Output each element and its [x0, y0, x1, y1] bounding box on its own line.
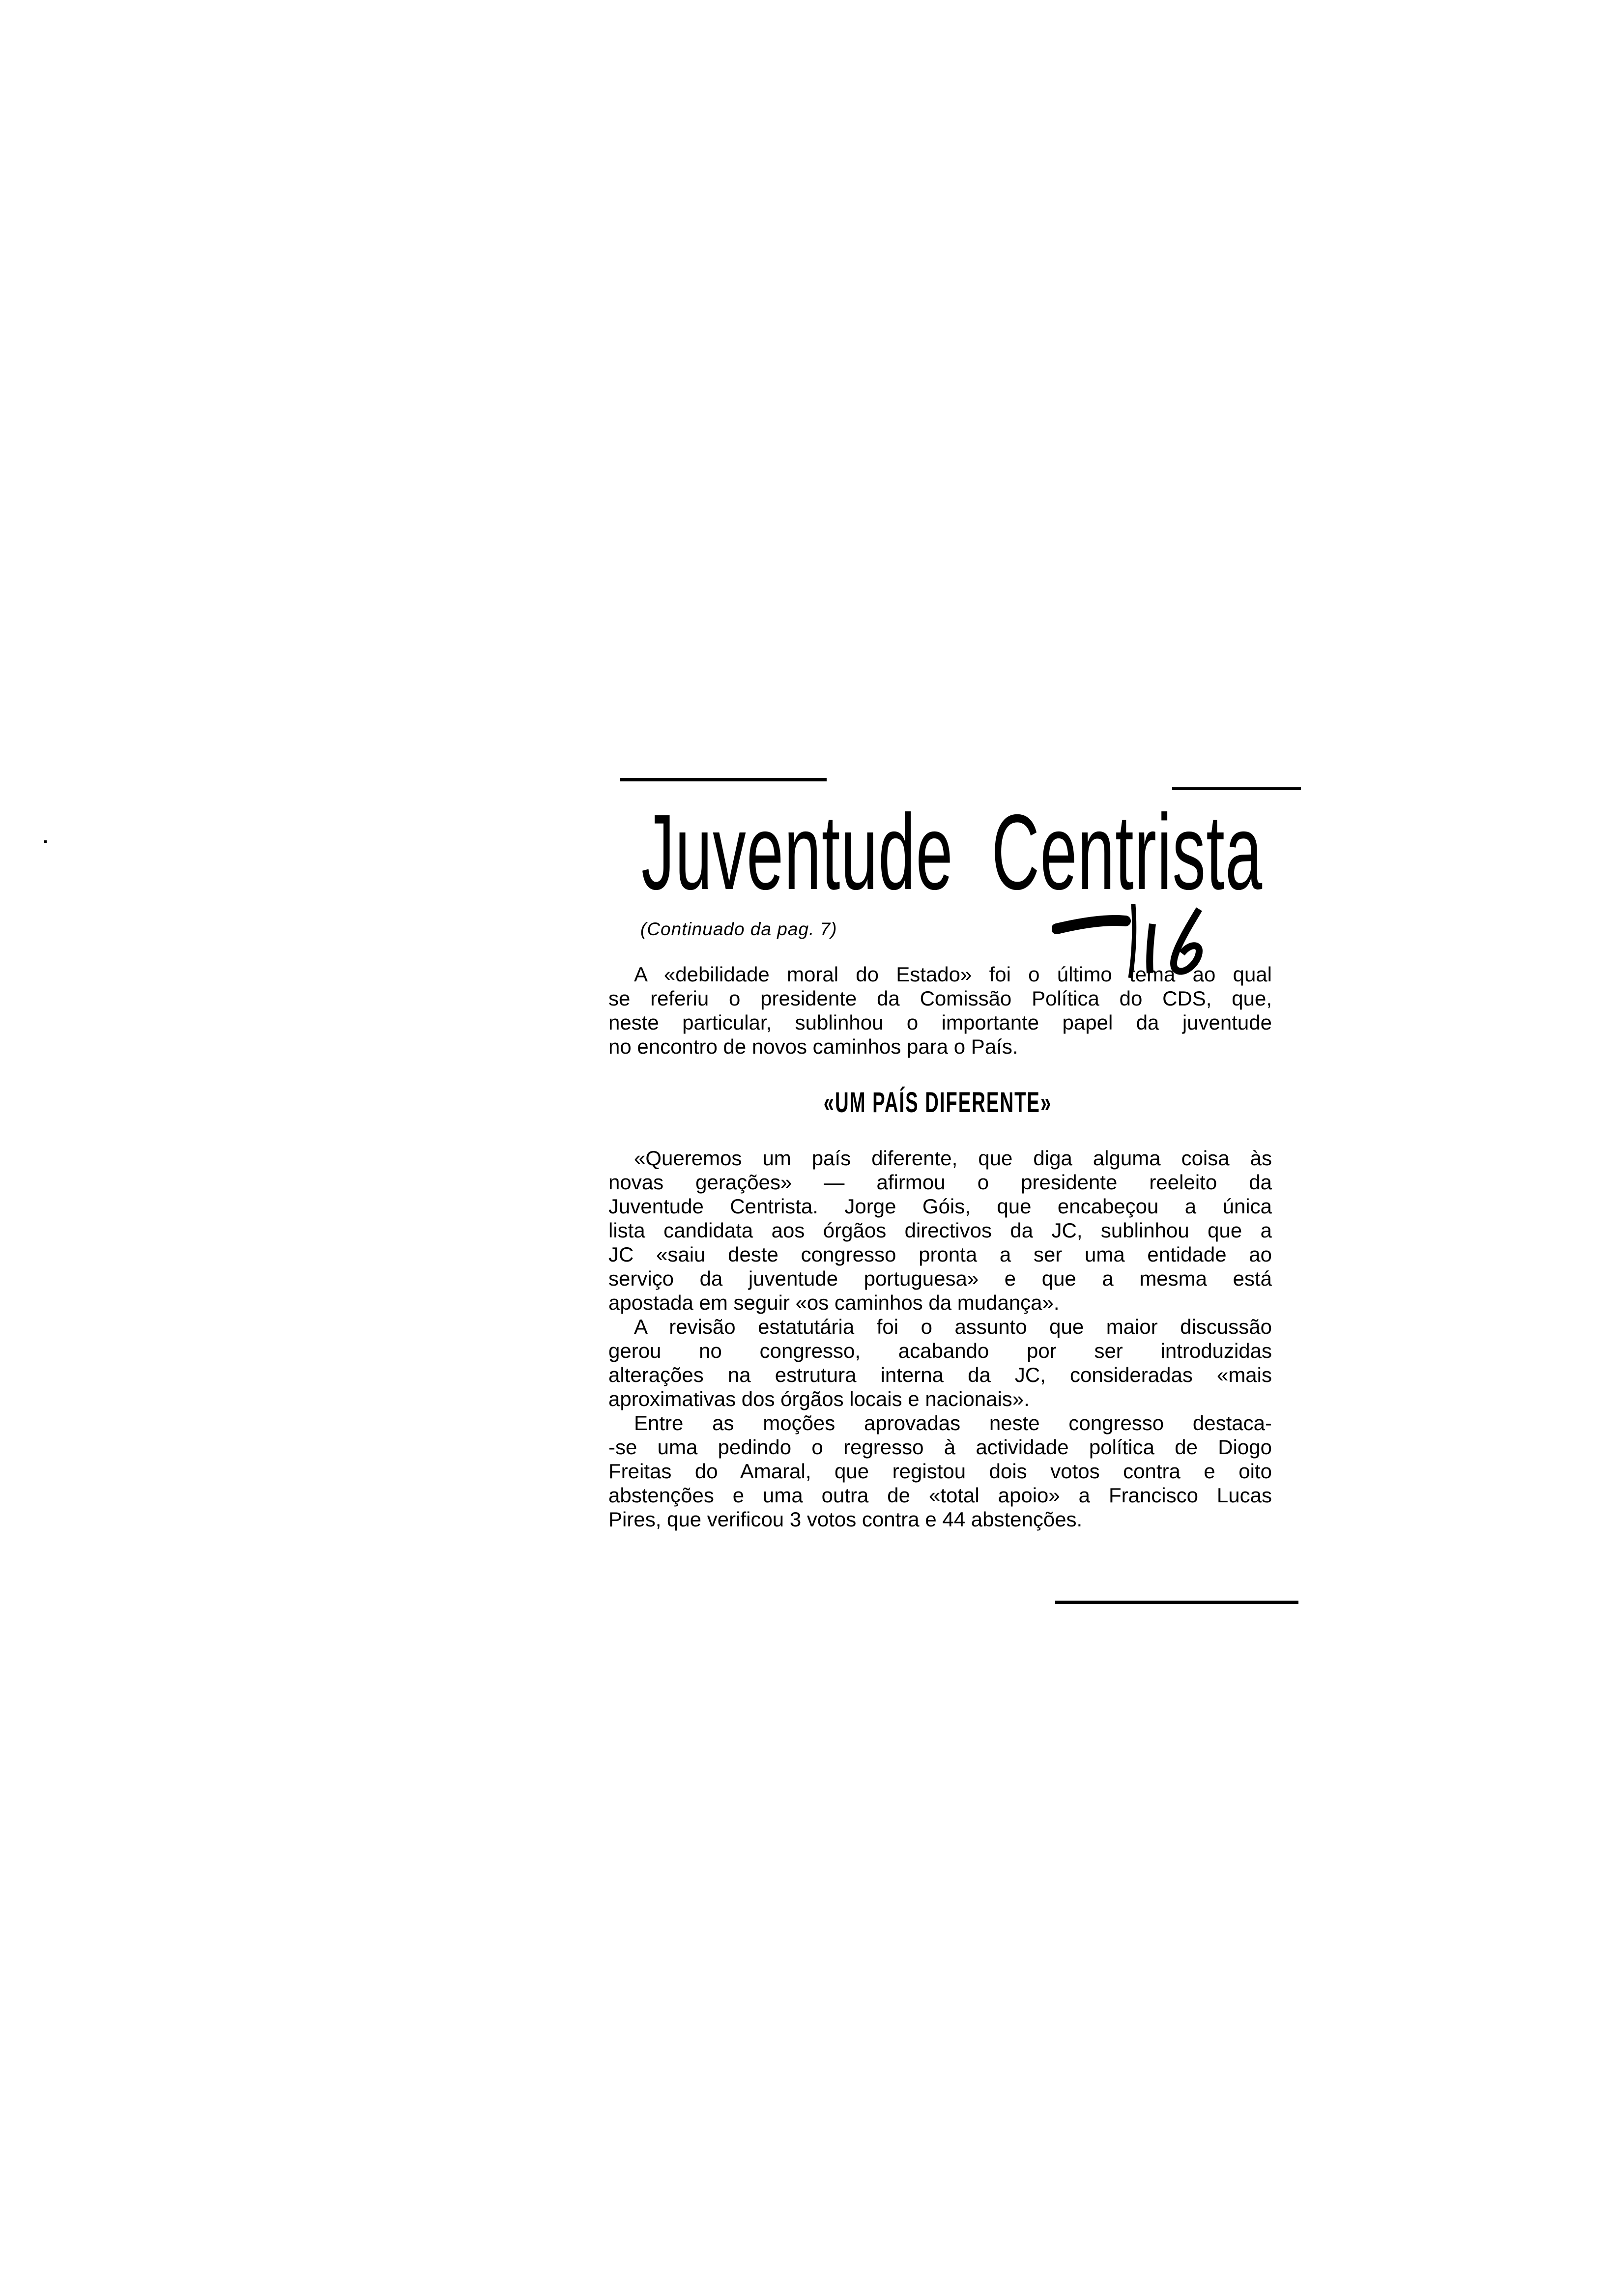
paragraph-1 [608, 962, 1272, 1059]
text-line: lista candidata aos órgãos directivos da JC, sublinhou que a [608, 1219, 1272, 1242]
text-line: alterações na estrutura interna da JC, consideradas «mais [608, 1363, 1272, 1386]
text-line: A «debilidade moral do Estado» foi o último tema ao qual [634, 963, 1272, 986]
text-line: Freitas do Amaral, que registou dois votos contra e oito [608, 1460, 1272, 1483]
text-line: apostada em seguir «os caminhos da mudança». [608, 1291, 1060, 1314]
title-word: Juventude [641, 793, 953, 912]
text-line: neste particular, sublinhou o importante papel da juventude [608, 1011, 1272, 1034]
title-word: Centrista [991, 793, 1263, 912]
article-title [641, 793, 1263, 912]
text-line: no encontro de novos caminhos para o País. [608, 1035, 1018, 1058]
text-line: Entre as moções aprovadas neste congresso destaca- [634, 1411, 1272, 1435]
text-line: JC «saiu deste congresso pronta a ser uma entidade ao [608, 1243, 1272, 1266]
text-line: se referiu o presidente da Comissão Política do CDS, que, [608, 987, 1272, 1010]
top-rule-right [1172, 787, 1301, 790]
text-line: novas gerações» — afirmou o presidente reeleito da [608, 1171, 1272, 1194]
bottom-rule [1055, 1601, 1298, 1604]
speck [44, 840, 47, 843]
text-line: Pires, que verificou 3 votos contra e 44 abstenções. [608, 1508, 1083, 1531]
subheading: «UM PAÍS DIFERENTE» [823, 1087, 1052, 1119]
text-line: aproximativas dos órgãos locais e nacionais». [608, 1387, 1030, 1410]
text-line: Juventude Centrista. Jorge Góis, que encabeçou a única [608, 1195, 1272, 1218]
top-rule-left [620, 778, 827, 781]
text-line: serviço da juventude portuguesa» e que a mesma está [608, 1267, 1272, 1290]
text-line: gerou no congresso, acabando por ser introduzidas [608, 1339, 1272, 1362]
text-line: -se uma pedindo o regresso à actividade política de Diogo [608, 1435, 1272, 1459]
continued-note: (Continuado da pag. 7) [640, 919, 837, 939]
text-line: abstenções e uma outra de «total apoio» a Francisco Lucas [608, 1484, 1272, 1507]
text-line: «Queremos um país diferente, que diga alguma coisa às [634, 1147, 1272, 1170]
text-line: A revisão estatutária foi o assunto que maior discussão [634, 1315, 1272, 1338]
paragraph-2 [608, 1146, 1272, 1531]
